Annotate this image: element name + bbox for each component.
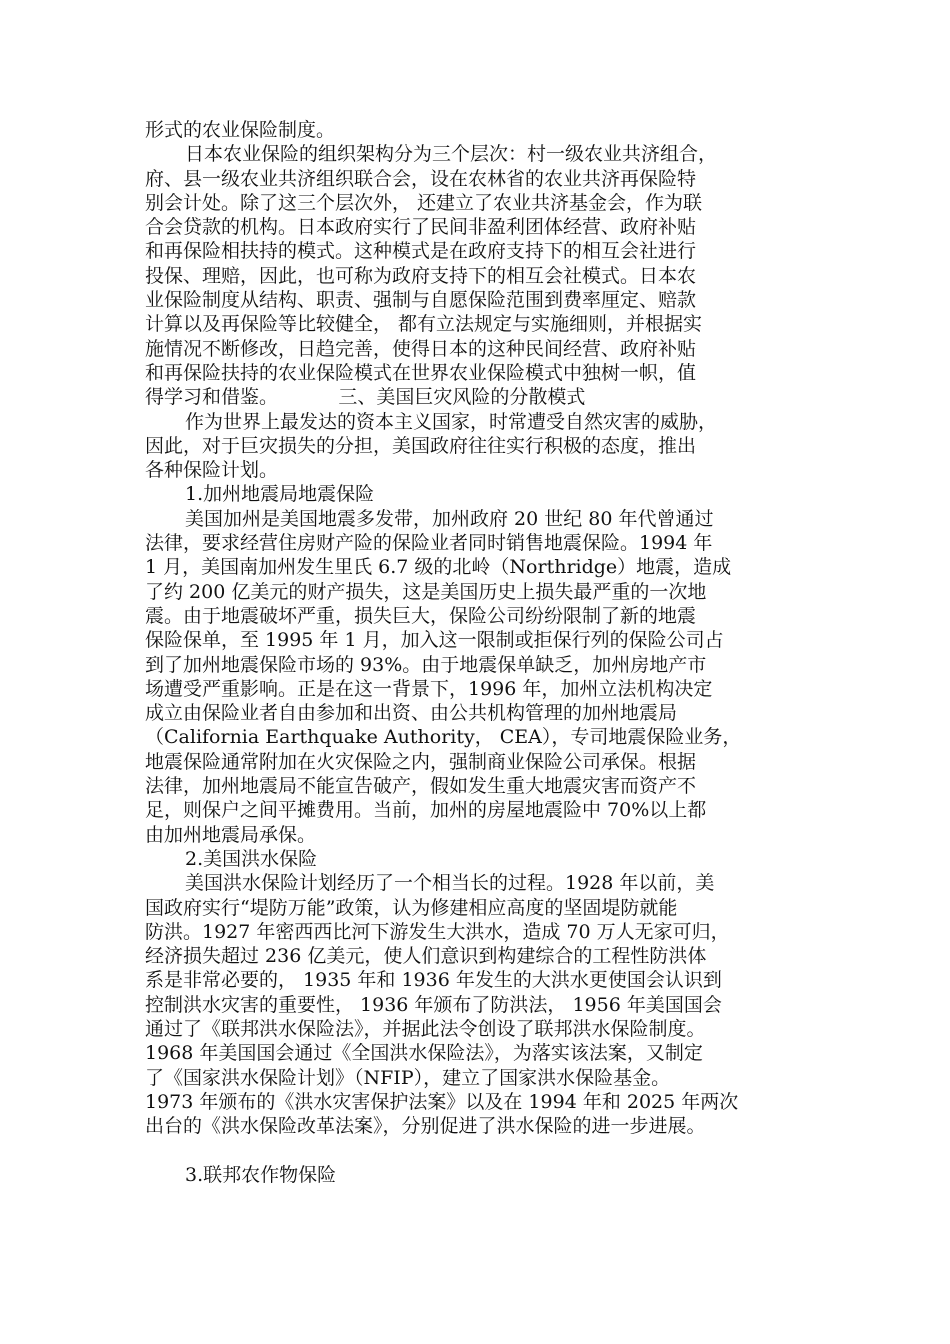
text-line: 地震保险通常附加在火灾保险之内，强制商业保险公司承保。根据 [145, 750, 697, 773]
subheading-flood: 2.美国洪水保险 [185, 847, 318, 870]
text-line: 和再保险相扶持的模式。这种模式是在政府支持下的相互会社进行 [145, 240, 697, 263]
text-line: 由加州地震局承保。 [145, 823, 317, 846]
text-line: 形式的农业保险制度。 [145, 119, 336, 141]
text-line: （California Earthquake Authority， CEA），专司地震保险业务， [145, 726, 742, 749]
subheading-earthquake: 1.加州地震局地震保险 [185, 483, 375, 506]
text-line: 场遭受严重影响。正是在这一背景下，1996 年，加州立法机构决定 [145, 677, 713, 700]
text-line: 通过了《联邦洪水保险法》，并据此法令创设了联邦洪水保险制度。 [145, 1017, 706, 1040]
section-heading-line: 得学习和借鉴。 三、美国巨灾风险的分散模式 [145, 386, 586, 409]
text-line: 了约 200 亿美元的财产损失，这是美国历史上损失最严重的一次地 [145, 580, 707, 603]
text-line: 出台的《洪水保险改革法案》，分别促进了洪水保险的进一步进展。 [145, 1115, 706, 1138]
text-line: 1968 年美国国会通过《全国洪水保险法》，为落实该法案，又制定 [145, 1042, 703, 1065]
text-line: 国政府实行“堤防万能”政策，认为修建相应高度的坚固堤防就能 [145, 896, 678, 919]
subheading-crop: 3.联邦农作物保险 [185, 1163, 337, 1186]
text-line: 控制洪水灾害的重要性， 1936 年颁布了防洪法， 1956 年美国国会 [145, 993, 722, 1016]
text-line: 法律，要求经营住房财产险的保险业者同时销售地震保险。1994 年 [145, 532, 713, 555]
text-line: 投保、理赔，因此，也可称为政府支持下的相互会社模式。日本农 [145, 264, 697, 287]
text-line: 到了加州地震保险市场的 93%。由于地震保单缺乏，加州房地产市 [145, 653, 707, 676]
text-line: 施情况不断修改，日趋完善，使得日本的这种民间经营、政府补贴 [145, 337, 697, 360]
text-line: 和再保险扶持的农业保险模式在世界农业保险模式中独树一帜，值 [145, 361, 697, 384]
paragraph-first-line: 日本农业保险的组织架构分为三个层次：村一级农业共济组合， [185, 143, 718, 166]
text-line: 保险保单，至 1995 年 1 月，加入这一限制或拒保行列的保险公司占 [145, 629, 724, 652]
text-line: 足，则保户之间平摊费用。当前，加州的房屋地震险中 70%以上都 [145, 799, 707, 822]
blank-line [145, 1138, 810, 1162]
text-line: 了《国家洪水保险计划》（NFIP），建立了国家洪水保险基金。 [145, 1066, 671, 1089]
paragraph-first-line: 作为世界上最发达的资本主义国家，时常遭受自然灾害的威胁， [185, 410, 718, 433]
text-line: 合会贷款的机构。日本政府实行了民间非盈利团体经营、政府补贴 [145, 216, 697, 239]
text-line: 因此，对于巨灾损失的分担，美国政府往往实行积极的态度，推出 [145, 434, 697, 457]
text-line: 经济损失超过 236 亿美元，使人们意识到构建综合的工程性防洪体 [145, 945, 707, 968]
text-line: 系是非常必要的， 1935 年和 1936 年发生的大洪水更使国会认识到 [145, 969, 722, 992]
text-line: 法律，加州地震局不能宣告破产，假如发生重大地震灾害而资产不 [145, 775, 697, 798]
text-line: 震。由于地震破坏严重，损失巨大，保险公司纷纷限制了新的地震 [145, 604, 697, 627]
paragraph-first-line: 美国洪水保险计划经历了一个相当长的过程。1928 年以前，美 [185, 872, 715, 895]
text-line: 业保险制度从结构、职责、强制与自愿保险范围到费率厘定、赔款 [145, 289, 697, 312]
text-line: 别会计处。除了这三个层次外， 还建立了农业共济基金会，作为联 [145, 191, 703, 214]
text-line: 各种保险计划。 [145, 459, 279, 482]
document-body [145, 118, 810, 1187]
paragraph-first-line: 美国加州是美国地震多发带，加州政府 20 世纪 80 年代曾通过 [185, 507, 714, 530]
text-line: 1 月，美国南加州发生里氏 6.7 级的北岭（Northridge）地震，造成 [145, 556, 732, 579]
text-line: 府、县一级农业共济组织联合会，设在农林省的农业共济再保险特 [145, 167, 697, 190]
text-line: 防洪。1927 年密西西比河下游发生大洪水，造成 70 万人无家可归， [145, 920, 730, 943]
text-line: 1973 年颁布的《洪水灾害保护法案》以及在 1994 年和 2025 年两次 [145, 1090, 739, 1113]
text-line: 成立由保险业者自由参加和出资、由公共机构管理的加州地震局 [145, 702, 678, 725]
text-line: 计算以及再保险等比较健全， 都有立法规定与实施细则，并根据实 [145, 313, 703, 336]
